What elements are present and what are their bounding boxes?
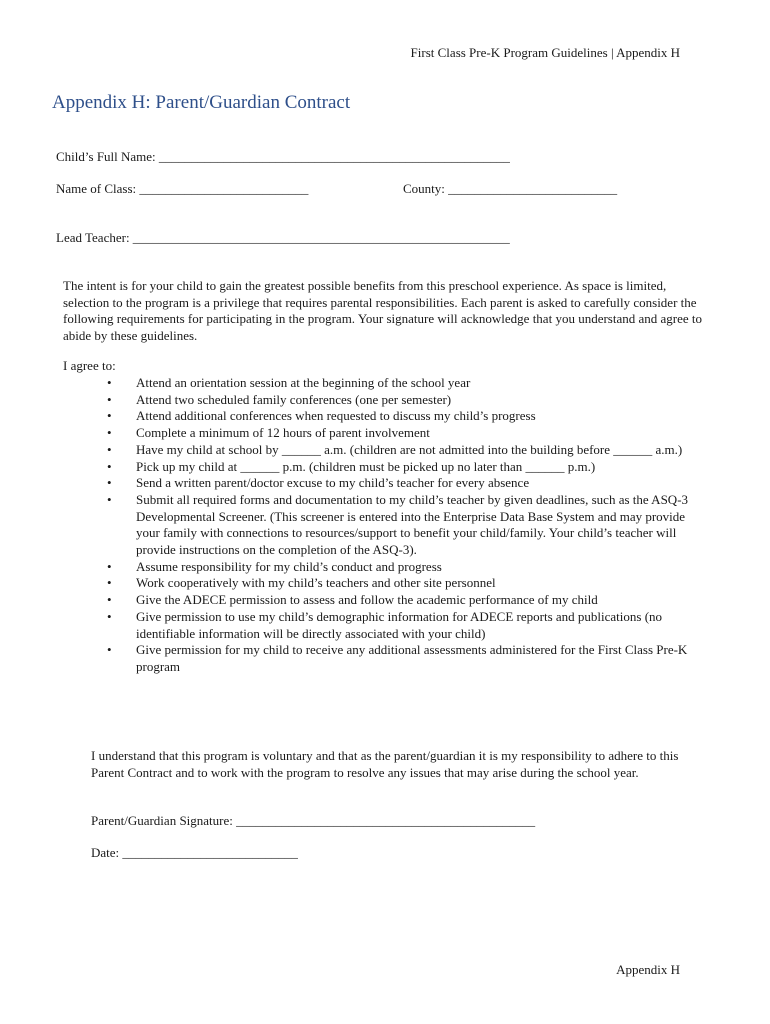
list-item-text: Give the ADECE permission to assess and follow the academic performance of my child — [136, 592, 598, 608]
bullet-icon: • — [107, 408, 112, 424]
list-item — [98, 425, 698, 442]
agree-intro: I agree to: — [63, 358, 116, 373]
child-name-field[interactable]: Child’s Full Name: ______________________________________________________ — [56, 149, 510, 164]
bullet-icon: • — [107, 458, 112, 474]
list-item — [98, 392, 698, 409]
list-item-text: Attend additional conferences when requested to discuss my child’s progress — [136, 408, 536, 424]
running-header: First Class Pre-K Program Guidelines | Appendix H — [410, 45, 680, 60]
list-item-text: Attend an orientation session at the beginning of the school year — [136, 375, 471, 390]
bullet-icon: • — [107, 642, 112, 658]
bullet-icon: • — [107, 475, 112, 491]
list-item — [98, 492, 698, 559]
bullet-icon: • — [107, 592, 112, 608]
list-item — [98, 642, 698, 675]
list-item — [98, 475, 698, 492]
list-item-text: Pick up my child at ______ p.m. (children must be picked up no later than ______ p.m.) — [136, 458, 596, 474]
lead-teacher-field[interactable]: Lead Teacher: __________________________________________________________ — [56, 230, 510, 245]
bullet-icon: • — [107, 441, 112, 457]
bullet-icon: • — [107, 575, 112, 591]
list-item — [98, 559, 698, 576]
intent-paragraph: The intent is for your child to gain the greatest possible benefits from this preschool experience. As space is limited, selection to the program is a privilege that requires parental responsibilities. Each parent is asked to carefully consider the following requirements for participating in the program. Your signature will acknowledge that you understand and agree to abide by these guidelines. — [63, 278, 702, 343]
list-item — [98, 575, 698, 592]
list-item — [98, 609, 698, 642]
list-item — [98, 408, 698, 425]
requirements-list — [98, 375, 698, 676]
list-item — [98, 459, 698, 476]
bullet-icon: • — [107, 558, 112, 574]
bullet-icon: • — [107, 375, 112, 390]
signature-field[interactable]: Parent/Guardian Signature: ______________________________________________ — [91, 813, 536, 828]
understand-paragraph: I understand that this program is voluntary and that as the parent/guardian it is my responsibility to adhere to this Parent Contract and to work with the program to resolve any issues that may arise during the school year. — [91, 748, 679, 780]
date-field[interactable]: Date: ___________________________ — [91, 845, 298, 860]
list-item — [98, 442, 698, 459]
list-item-text: Complete a minimum of 12 hours of parent involvement — [136, 425, 430, 441]
page-footer: Appendix H — [616, 962, 680, 977]
list-item-text: Work cooperatively with my child’s teachers and other site personnel — [136, 575, 496, 591]
list-item-text: Have my child at school by ______ a.m. (children are not admitted into the building before ______ a.m.) — [136, 441, 683, 457]
class-name-field[interactable]: Name of Class: __________________________ — [56, 181, 309, 196]
list-item-text: Attend two scheduled family conferences (one per semester) — [136, 391, 452, 407]
list-item — [98, 592, 698, 609]
bullet-icon: • — [107, 608, 112, 624]
list-item-text: Assume responsibility for my child’s conduct and progress — [136, 558, 442, 574]
bullet-icon: • — [107, 391, 112, 407]
bullet-icon: • — [107, 491, 112, 507]
list-item-text: Give permission to use my child’s demographic information for ADECE reports and publications (no identifiable information will be directly associated with your child) — [136, 608, 663, 641]
bullet-icon: • — [107, 425, 112, 441]
list-item-text: Submit all required forms and documentation to my child’s teacher by given deadlines, such as the ASQ-3 Developmental Screener. (This screener is entered into the Enterprise Data Base System and may provide your family with connections to resources/support to benefit your child/family. Your child’s teacher will provide instructions on the completion of the ASQ-3). — [136, 491, 689, 558]
page-title: Appendix H: Parent/Guardian Contract — [52, 92, 351, 113]
list-item — [98, 375, 698, 392]
list-item-text: Give permission for my child to receive any additional assessments administered for the First Class Pre-K program — [136, 642, 688, 674]
list-item-text: Send a written parent/doctor excuse to my child’s teacher for every absence — [136, 475, 530, 491]
county-field[interactable]: County: __________________________ — [403, 181, 618, 196]
